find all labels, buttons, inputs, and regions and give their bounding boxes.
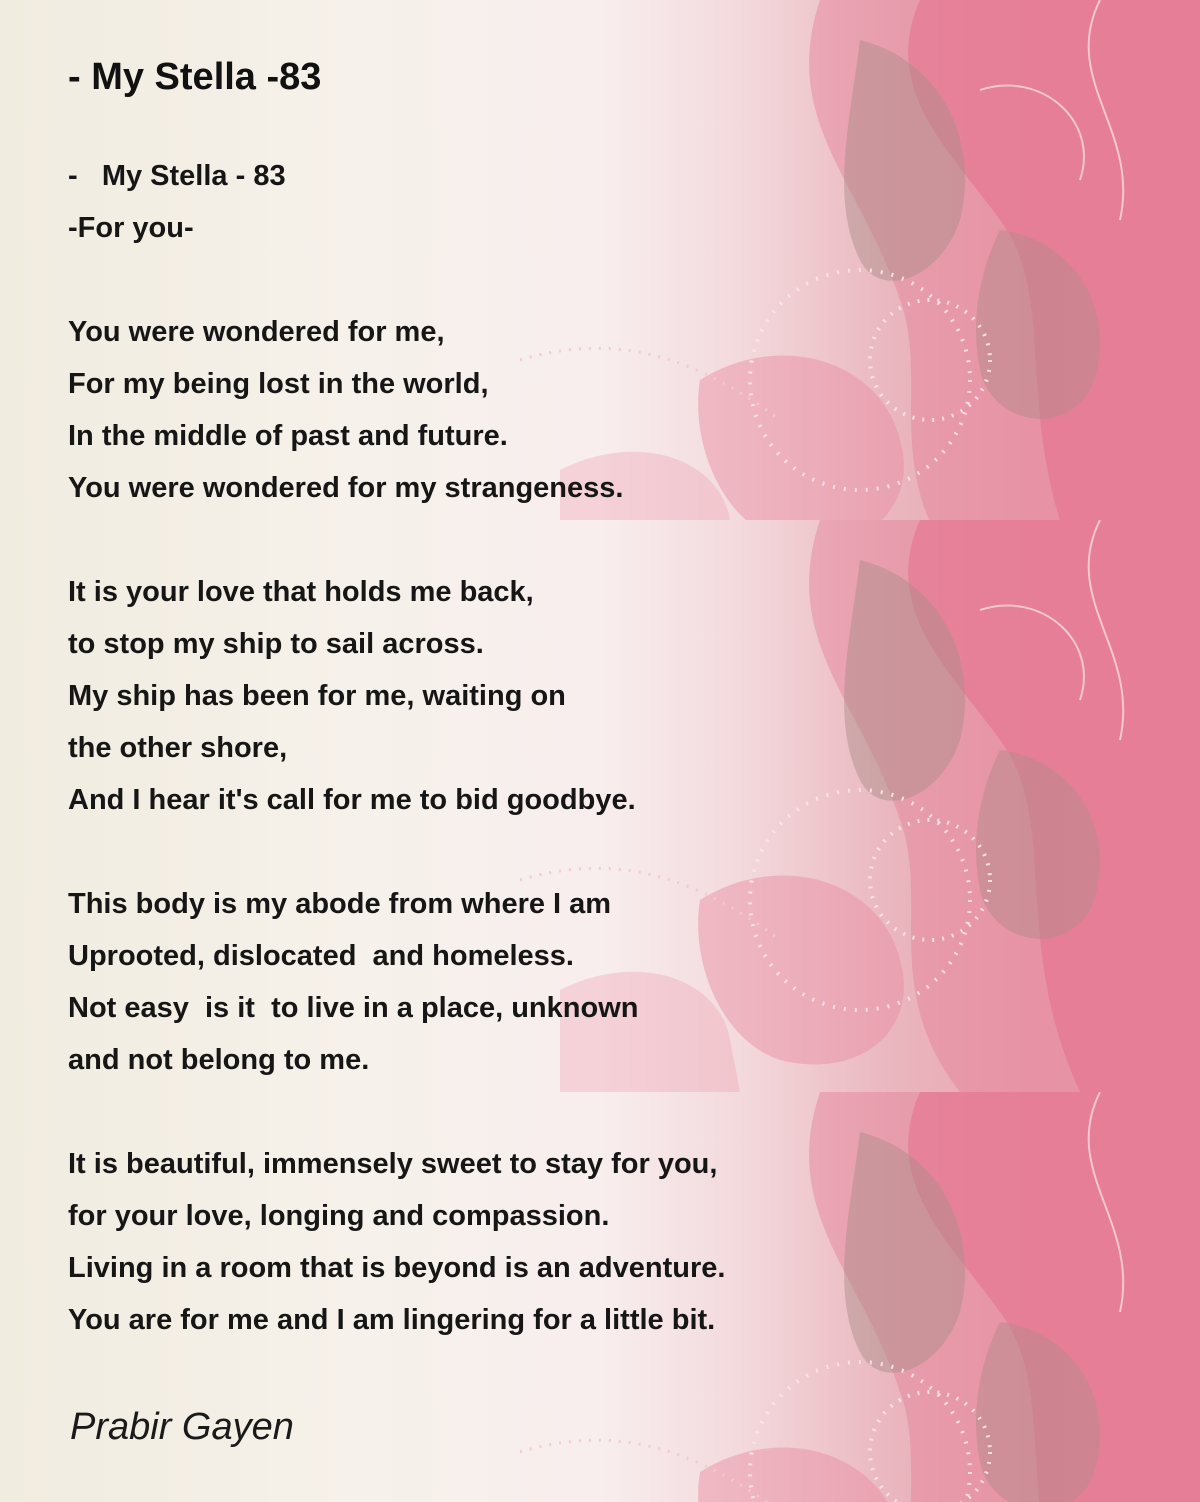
stanza-break <box>68 826 888 878</box>
stanza-break <box>68 514 888 566</box>
poem-line: for your love, longing and compassion. <box>68 1200 610 1232</box>
poem-line: Living in a room that is beyond is an adventure. <box>68 1252 726 1284</box>
poem-line: It is your love that holds me back, <box>68 576 534 608</box>
poem-body <box>68 150 888 1346</box>
stanza-break <box>68 254 888 306</box>
poem-line: and not belong to me. <box>68 1044 370 1076</box>
poem-line: My ship has been for me, waiting on <box>68 680 566 712</box>
poem-line: Not easy is it to live in a place, unknown <box>68 992 639 1024</box>
poem-line: Uprooted, dislocated and homeless. <box>68 940 574 972</box>
stanza-break <box>68 1086 888 1138</box>
poem-line: -For you- <box>68 212 194 244</box>
author-name: Prabir Gayen <box>70 1406 294 1448</box>
poem-line: - My Stella - 83 <box>68 160 286 192</box>
poem-line: For my being lost in the world, <box>68 368 489 400</box>
poem-line: This body is my abode from where I am <box>68 888 612 920</box>
poem-line: You are for me and I am lingering for a little bit. <box>68 1304 716 1336</box>
poem-line: the other shore, <box>68 732 288 764</box>
poem-line: It is beautiful, immensely sweet to stay for you, <box>68 1148 718 1180</box>
poem-line: In the middle of past and future. <box>68 420 508 452</box>
poem-line: And I hear it's call for me to bid goodbye. <box>68 784 636 816</box>
poem-title: - My Stella -83 <box>68 56 322 98</box>
poem-line: You were wondered for my strangeness. <box>68 472 624 504</box>
poem-line: to stop my ship to sail across. <box>68 628 484 660</box>
poem-line: You were wondered for me, <box>68 316 445 348</box>
